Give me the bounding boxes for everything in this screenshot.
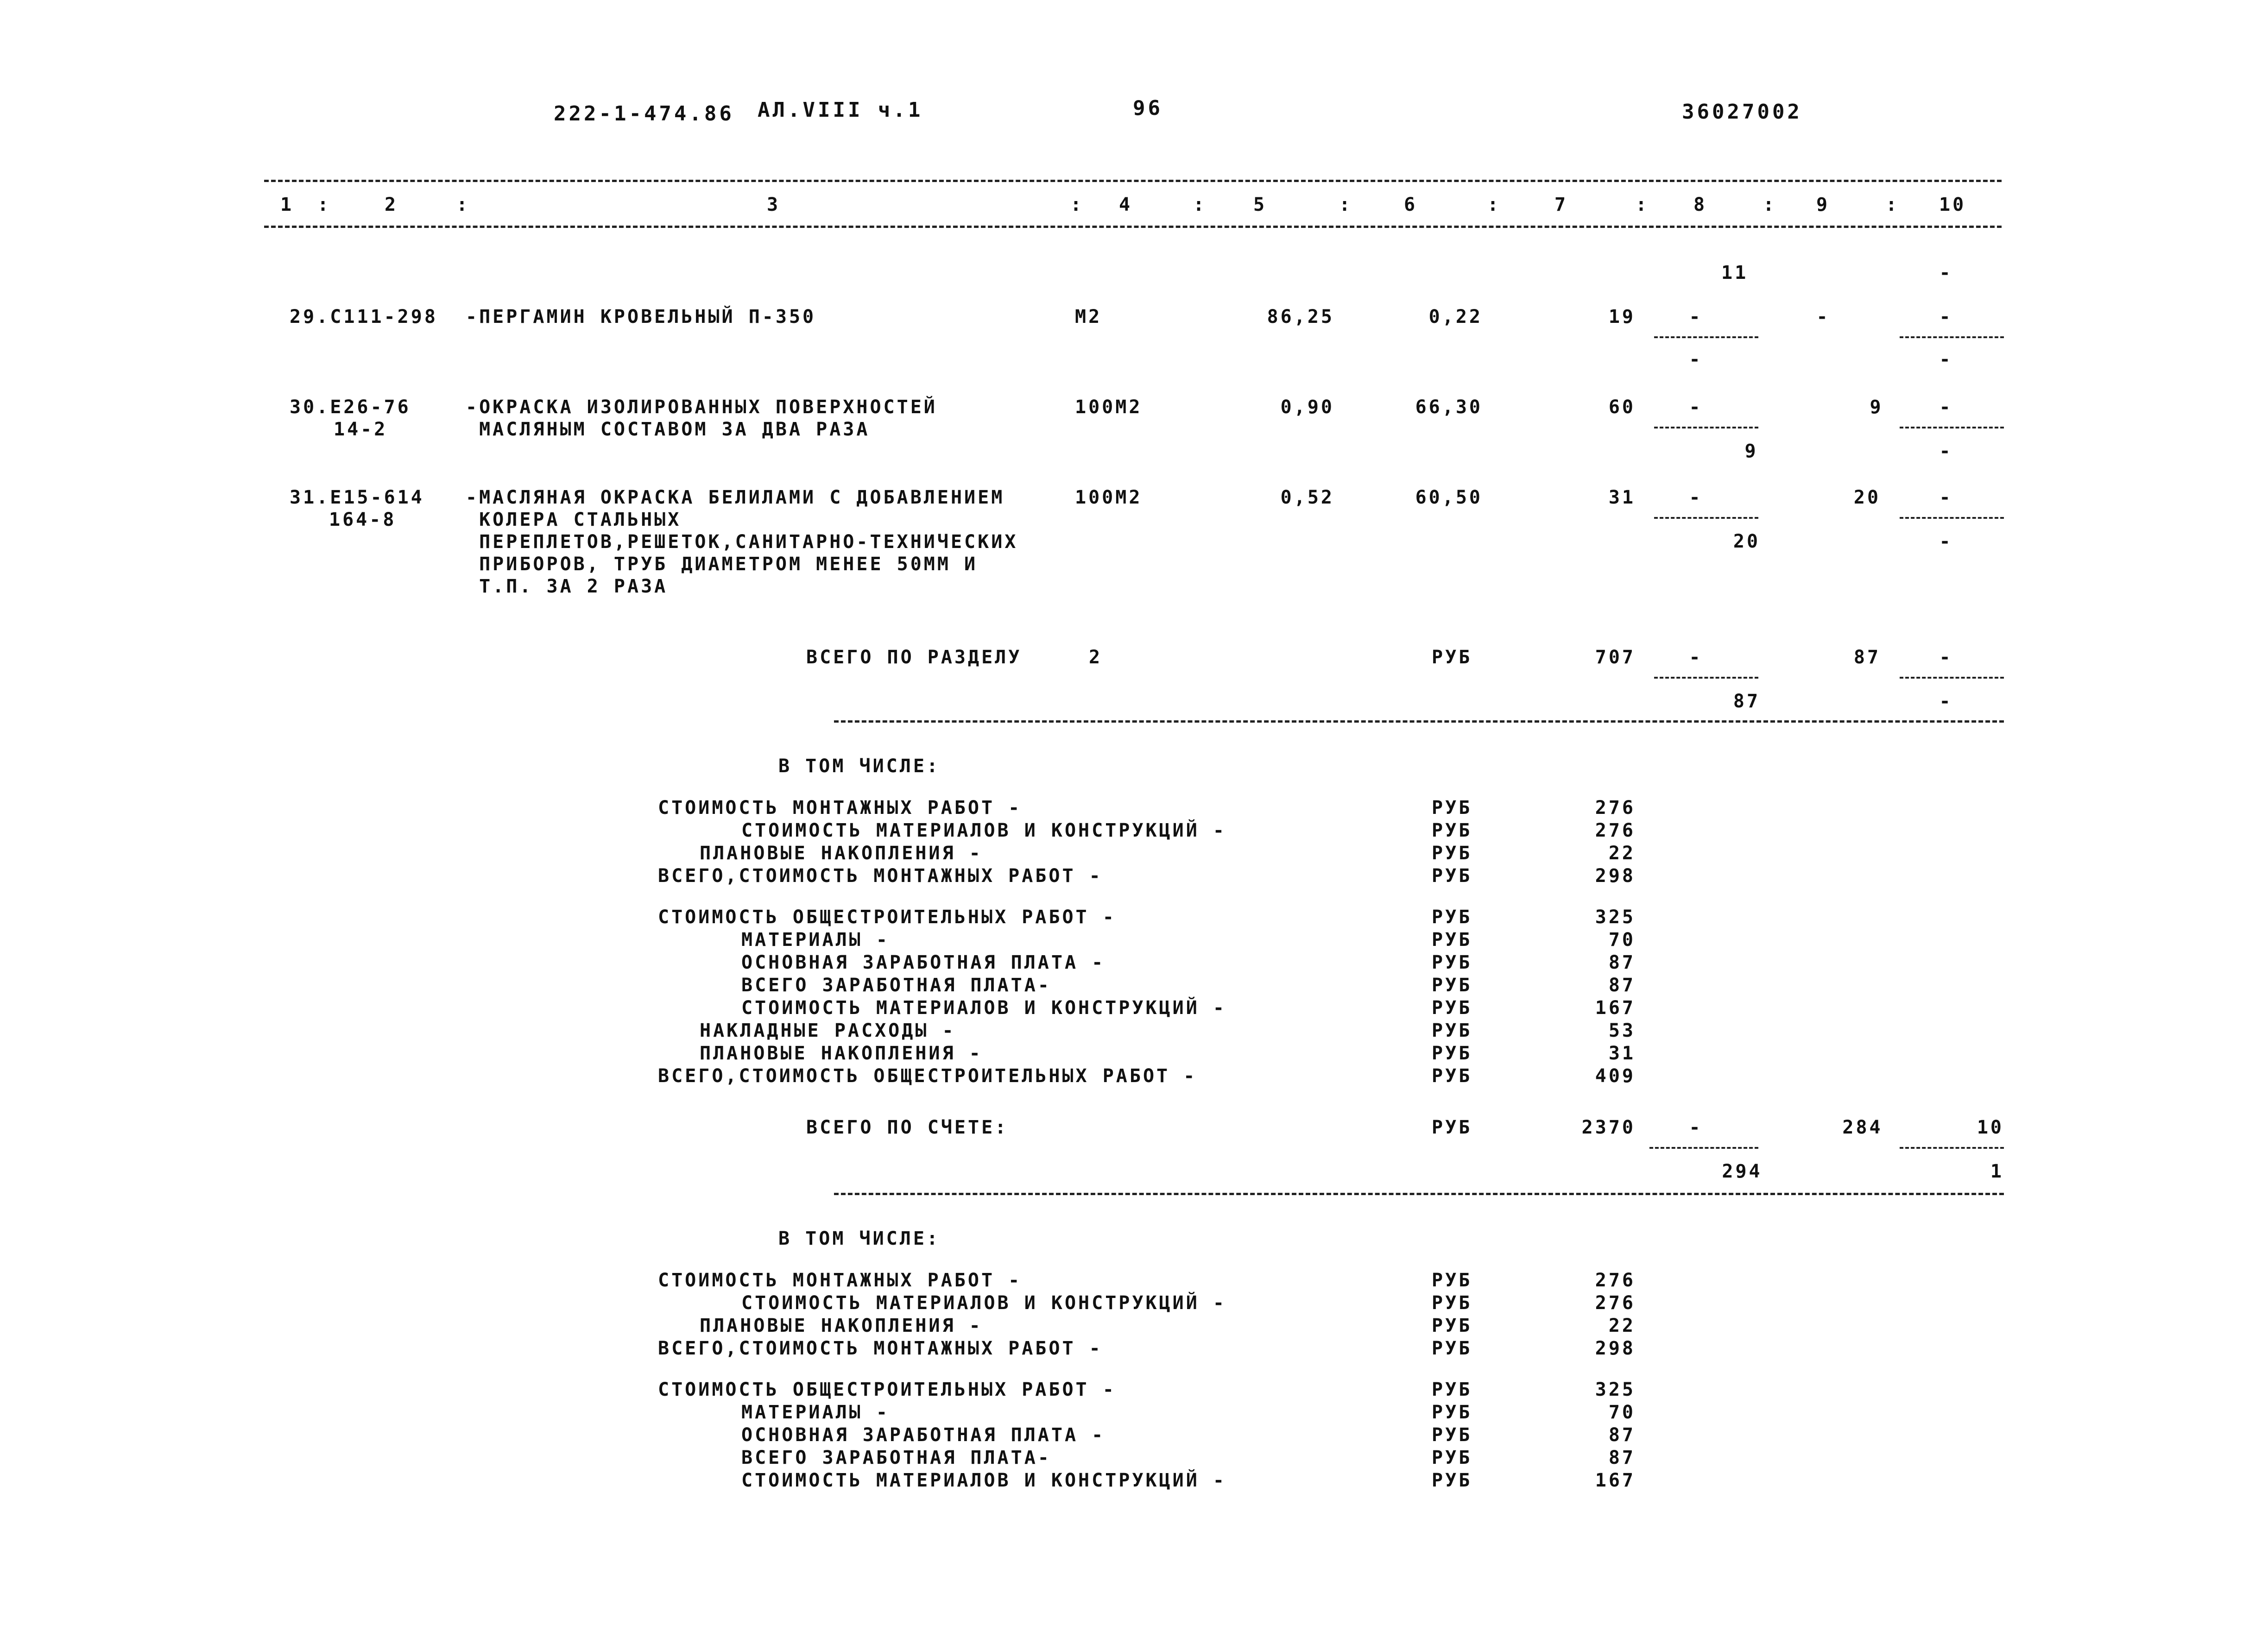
- breakdown-item-value: 22: [1608, 843, 1636, 864]
- column-number-8: 8: [1693, 194, 1707, 215]
- grand-total-value: 2370: [1581, 1117, 1636, 1138]
- row-column-10: -: [1939, 306, 1953, 328]
- row-unit-price: 60,50: [1415, 487, 1483, 508]
- breakdown-item-label: МАТЕРИАЛЫ -: [741, 929, 890, 951]
- breakdown-item-label: СТОИМОСТЬ ОБЩЕСТРОИТЕЛЬНЫХ РАБОТ -: [658, 907, 1116, 928]
- row-description: -ПЕРГАМИН КРОВЕЛЬНЫЙ П-350: [466, 306, 816, 328]
- breakdown-item-label: МАТЕРИАЛЫ -: [741, 1402, 890, 1423]
- breakdown-item-label: СТОИМОСТЬ МАТЕРИАЛОВ И КОНСТРУКЦИЙ -: [741, 820, 1226, 841]
- breakdown-item-unit: РУБ: [1432, 1270, 1472, 1291]
- breakdown-item-value: 276: [1595, 1270, 1636, 1291]
- row-column-9: 20: [1853, 487, 1881, 508]
- breakdown-item-unit: РУБ: [1432, 1315, 1472, 1336]
- row-total: 19: [1608, 306, 1636, 328]
- row-column-10-lower: -: [1939, 531, 1953, 552]
- section-total-column-9: 87: [1853, 647, 1881, 668]
- column-number-6: 6: [1404, 194, 1418, 215]
- carried-column-10: -: [1939, 262, 1953, 283]
- grand-total-column-8: -: [1689, 1117, 1703, 1138]
- breakdown-item-label: СТОИМОСТЬ МАТЕРИАЛОВ И КОНСТРУКЦИЙ -: [741, 997, 1226, 1019]
- breakdown-item-label: ВСЕГО,СТОИМОСТЬ ОБЩЕСТРОИТЕЛЬНЫХ РАБОТ -: [658, 1065, 1197, 1087]
- column-number-10: 10: [1939, 194, 1966, 215]
- row-code: 31.Е15-614: [290, 487, 424, 508]
- row-column-10-rule: [1900, 427, 2004, 428]
- section-total-label: ВСЕГО ПО РАЗДЕЛУ: [806, 647, 1022, 668]
- section-total-rule: [834, 720, 2004, 723]
- breakdown-item-unit: РУБ: [1432, 820, 1472, 841]
- breakdown-item-unit: РУБ: [1432, 1470, 1472, 1491]
- breakdown-item-label: ВСЕГО ЗАРАБОТНАЯ ПЛАТА-: [741, 1447, 1051, 1468]
- column-number-4: 4: [1119, 194, 1133, 215]
- section-total-column-8: -: [1689, 647, 1703, 668]
- section-number: 2: [1089, 647, 1103, 668]
- row-column-10-rule: [1900, 336, 2004, 338]
- grand-total-rule: [834, 1193, 2004, 1195]
- breakdown-item-label: СТОИМОСТЬ МОНТАЖНЫХ РАБОТ -: [658, 797, 1022, 819]
- column-number-3: 3: [767, 194, 781, 215]
- breakdown-item-unit: РУБ: [1432, 797, 1472, 819]
- row-column-9: -: [1816, 306, 1830, 328]
- breakdown-item-value: 87: [1608, 975, 1636, 996]
- breakdown-item-value: 87: [1608, 1447, 1636, 1468]
- breakdown-item-label: ВСЕГО ЗАРАБОТНАЯ ПЛАТА-: [741, 975, 1051, 996]
- breakdown-item-value: 276: [1595, 797, 1636, 819]
- breakdown-item-unit: РУБ: [1432, 1424, 1472, 1446]
- column-number-1: 1: [280, 194, 294, 215]
- row-description-line: МАСЛЯНЫМ СОСТАВОМ ЗА ДВА РАЗА: [466, 419, 870, 440]
- row-description-line: ПЕРЕПЛЕТОВ,РЕШЕТОК,САНИТАРНО-ТЕХНИЧЕСКИХ: [466, 531, 1018, 553]
- row-quantity: 0,52: [1280, 487, 1334, 508]
- column-number-2: 2: [385, 194, 398, 215]
- row-unit: 100М2: [1075, 397, 1143, 418]
- section-total-column-10-lower: -: [1939, 691, 1953, 712]
- breakdown-item-unit: РУБ: [1432, 1338, 1472, 1359]
- grand-total-column-8-lower: 294: [1722, 1161, 1763, 1182]
- row-column-8-lower: -: [1689, 349, 1703, 370]
- breakdown-item-value: 276: [1595, 1292, 1636, 1314]
- row-description-line: ПРИБОРОВ, ТРУБ ДИАМЕТРОМ МЕНЕЕ 50ММ И: [466, 554, 978, 575]
- breakdown-item-unit: РУБ: [1432, 997, 1472, 1019]
- section-total-unit: РУБ: [1432, 647, 1472, 668]
- document-number: 36027002: [1682, 100, 1802, 124]
- column-separator: :: [1070, 194, 1084, 215]
- breakdown-item-value: 87: [1608, 952, 1636, 973]
- column-separator: :: [1636, 194, 1649, 215]
- breakdown-item-value: 167: [1595, 997, 1636, 1019]
- breakdown-item-label: ОСНОВНАЯ ЗАРАБОТНАЯ ПЛАТА -: [741, 1424, 1106, 1446]
- breakdown-item-unit: РУБ: [1432, 907, 1472, 928]
- column-separator: :: [1193, 194, 1207, 215]
- section-total-column-10: -: [1939, 647, 1953, 668]
- breakdown-item-unit: РУБ: [1432, 1020, 1472, 1041]
- row-column-8: -: [1689, 487, 1703, 508]
- column-separator: :: [1339, 194, 1353, 215]
- row-unit-price: 66,30: [1415, 397, 1483, 418]
- breakdown-item-label: СТОИМОСТЬ ОБЩЕСТРОИТЕЛЬНЫХ РАБОТ -: [658, 1379, 1116, 1400]
- breakdown-item-unit: РУБ: [1432, 1292, 1472, 1314]
- column-separator: :: [1886, 194, 1900, 215]
- breakdown-item-label: ПЛАНОВЫЕ НАКОПЛЕНИЯ -: [700, 1315, 983, 1336]
- breakdown-item-unit: РУБ: [1432, 1379, 1472, 1400]
- grand-total-column-9: 284: [1842, 1117, 1883, 1138]
- row-column-8: -: [1689, 397, 1703, 418]
- breakdown-item-value: 276: [1595, 820, 1636, 841]
- grand-total-column-10: 10: [1977, 1117, 2004, 1138]
- document-code: 222-1-474.86: [554, 102, 734, 126]
- breakdown-heading: В ТОМ ЧИСЛЕ:: [778, 1228, 940, 1249]
- album-number: АЛ.VIII ч.1: [758, 98, 923, 122]
- breakdown-item-unit: РУБ: [1432, 929, 1472, 951]
- grand-total-label: ВСЕГО ПО СЧЕТЕ:: [806, 1117, 1009, 1138]
- row-quantity: 0,90: [1280, 397, 1334, 418]
- breakdown-item-value: 298: [1595, 1338, 1636, 1359]
- row-code: 29.С111-298: [290, 306, 438, 328]
- row-quantity: 86,25: [1267, 306, 1334, 328]
- row-code: 30.Е26-76: [290, 397, 411, 418]
- grand-total-unit: РУБ: [1432, 1117, 1472, 1138]
- breakdown-item-unit: РУБ: [1432, 1043, 1472, 1064]
- grand-total-column-8-rule: [1649, 1147, 1758, 1149]
- row-total: 31: [1608, 487, 1636, 508]
- breakdown-item-unit: РУБ: [1432, 1402, 1472, 1423]
- breakdown-item-value: 298: [1595, 865, 1636, 887]
- row-column-8-lower: 9: [1744, 441, 1758, 462]
- row-column-10: -: [1939, 487, 1953, 508]
- breakdown-item-value: 31: [1608, 1043, 1636, 1064]
- breakdown-item-value: 70: [1608, 1402, 1636, 1423]
- breakdown-item-value: 409: [1595, 1065, 1636, 1087]
- breakdown-item-value: 325: [1595, 907, 1636, 928]
- breakdown-item-value: 325: [1595, 1379, 1636, 1400]
- breakdown-item-label: ПЛАНОВЫЕ НАКОПЛЕНИЯ -: [700, 1043, 983, 1064]
- breakdown-item-label: ВСЕГО,СТОИМОСТЬ МОНТАЖНЫХ РАБОТ -: [658, 1338, 1103, 1359]
- breakdown-item-label: СТОИМОСТЬ МАТЕРИАЛОВ И КОНСТРУКЦИЙ -: [741, 1292, 1226, 1314]
- row-column-8-rule: [1654, 517, 1758, 519]
- row-column-10-rule: [1900, 517, 2004, 519]
- row-column-8: -: [1689, 306, 1703, 328]
- row-unit: М2: [1075, 306, 1102, 328]
- breakdown-item-unit: РУБ: [1432, 843, 1472, 864]
- grand-total-column-10-rule: [1900, 1147, 2004, 1149]
- carried-column-8: 11: [1721, 262, 1749, 283]
- breakdown-item-value: 87: [1608, 1424, 1636, 1446]
- breakdown-item-unit: РУБ: [1432, 1447, 1472, 1468]
- row-total: 60: [1608, 397, 1636, 418]
- column-number-9: 9: [1816, 194, 1830, 215]
- breakdown-item-label: НАКЛАДНЫЕ РАСХОДЫ -: [700, 1020, 956, 1041]
- section-total-column-8-lower: 87: [1733, 691, 1761, 712]
- row-description-line: -МАСЛЯНАЯ ОКРАСКА БЕЛИЛАМИ С ДОБАВЛЕНИЕМ: [466, 487, 1005, 508]
- table-top-rule: [264, 180, 2002, 182]
- breakdown-item-label: ВСЕГО,СТОИМОСТЬ МОНТАЖНЫХ РАБОТ -: [658, 865, 1103, 887]
- grand-total-column-10-lower: 1: [1990, 1161, 2004, 1182]
- row-code-suffix: 164-8: [329, 509, 397, 530]
- row-column-8-rule: [1654, 427, 1758, 428]
- breakdown-heading: В ТОМ ЧИСЛЕ:: [778, 756, 940, 777]
- column-number-7: 7: [1554, 194, 1568, 215]
- breakdown-item-label: ОСНОВНАЯ ЗАРАБОТНАЯ ПЛАТА -: [741, 952, 1106, 973]
- row-column-8-lower: 20: [1733, 531, 1761, 552]
- row-column-10: -: [1939, 397, 1953, 418]
- section-total-column-10-rule: [1900, 677, 2004, 679]
- breakdown-item-unit: РУБ: [1432, 952, 1472, 973]
- table-header-rule: [264, 226, 2002, 228]
- section-total-column-8-rule: [1654, 677, 1758, 679]
- row-column-8-rule: [1654, 336, 1758, 338]
- row-unit: 100М2: [1075, 487, 1143, 508]
- row-column-10-lower: -: [1939, 349, 1953, 370]
- breakdown-item-value: 22: [1608, 1315, 1636, 1336]
- column-separator: :: [456, 194, 470, 215]
- breakdown-item-unit: РУБ: [1432, 975, 1472, 996]
- column-separator: :: [317, 194, 331, 215]
- breakdown-item-unit: РУБ: [1432, 865, 1472, 887]
- breakdown-item-value: 53: [1608, 1020, 1636, 1041]
- column-separator: :: [1487, 194, 1501, 215]
- row-column-9: 9: [1870, 397, 1883, 418]
- breakdown-item-unit: РУБ: [1432, 1065, 1472, 1087]
- row-unit-price: 0,22: [1428, 306, 1483, 328]
- row-column-10-lower: -: [1939, 441, 1953, 462]
- breakdown-item-label: СТОИМОСТЬ МАТЕРИАЛОВ И КОНСТРУКЦИЙ -: [741, 1470, 1226, 1491]
- page-number: 96: [1133, 96, 1163, 120]
- breakdown-item-value: 167: [1595, 1470, 1636, 1491]
- row-description-line: -ОКРАСКА ИЗОЛИРОВАННЫХ ПОВЕРХНОСТЕЙ: [466, 397, 937, 418]
- row-description-line: КОЛЕРА СТАЛЬНЫХ: [466, 509, 682, 530]
- row-code-suffix: 14-2: [334, 419, 388, 440]
- column-number-5: 5: [1253, 194, 1267, 215]
- breakdown-item-label: ПЛАНОВЫЕ НАКОПЛЕНИЯ -: [700, 843, 983, 864]
- row-description-line: Т.П. ЗА 2 РАЗА: [466, 576, 668, 597]
- breakdown-item-label: СТОИМОСТЬ МОНТАЖНЫХ РАБОТ -: [658, 1270, 1022, 1291]
- section-total-value: 707: [1595, 647, 1636, 668]
- column-separator: :: [1763, 194, 1777, 215]
- breakdown-item-value: 70: [1608, 929, 1636, 951]
